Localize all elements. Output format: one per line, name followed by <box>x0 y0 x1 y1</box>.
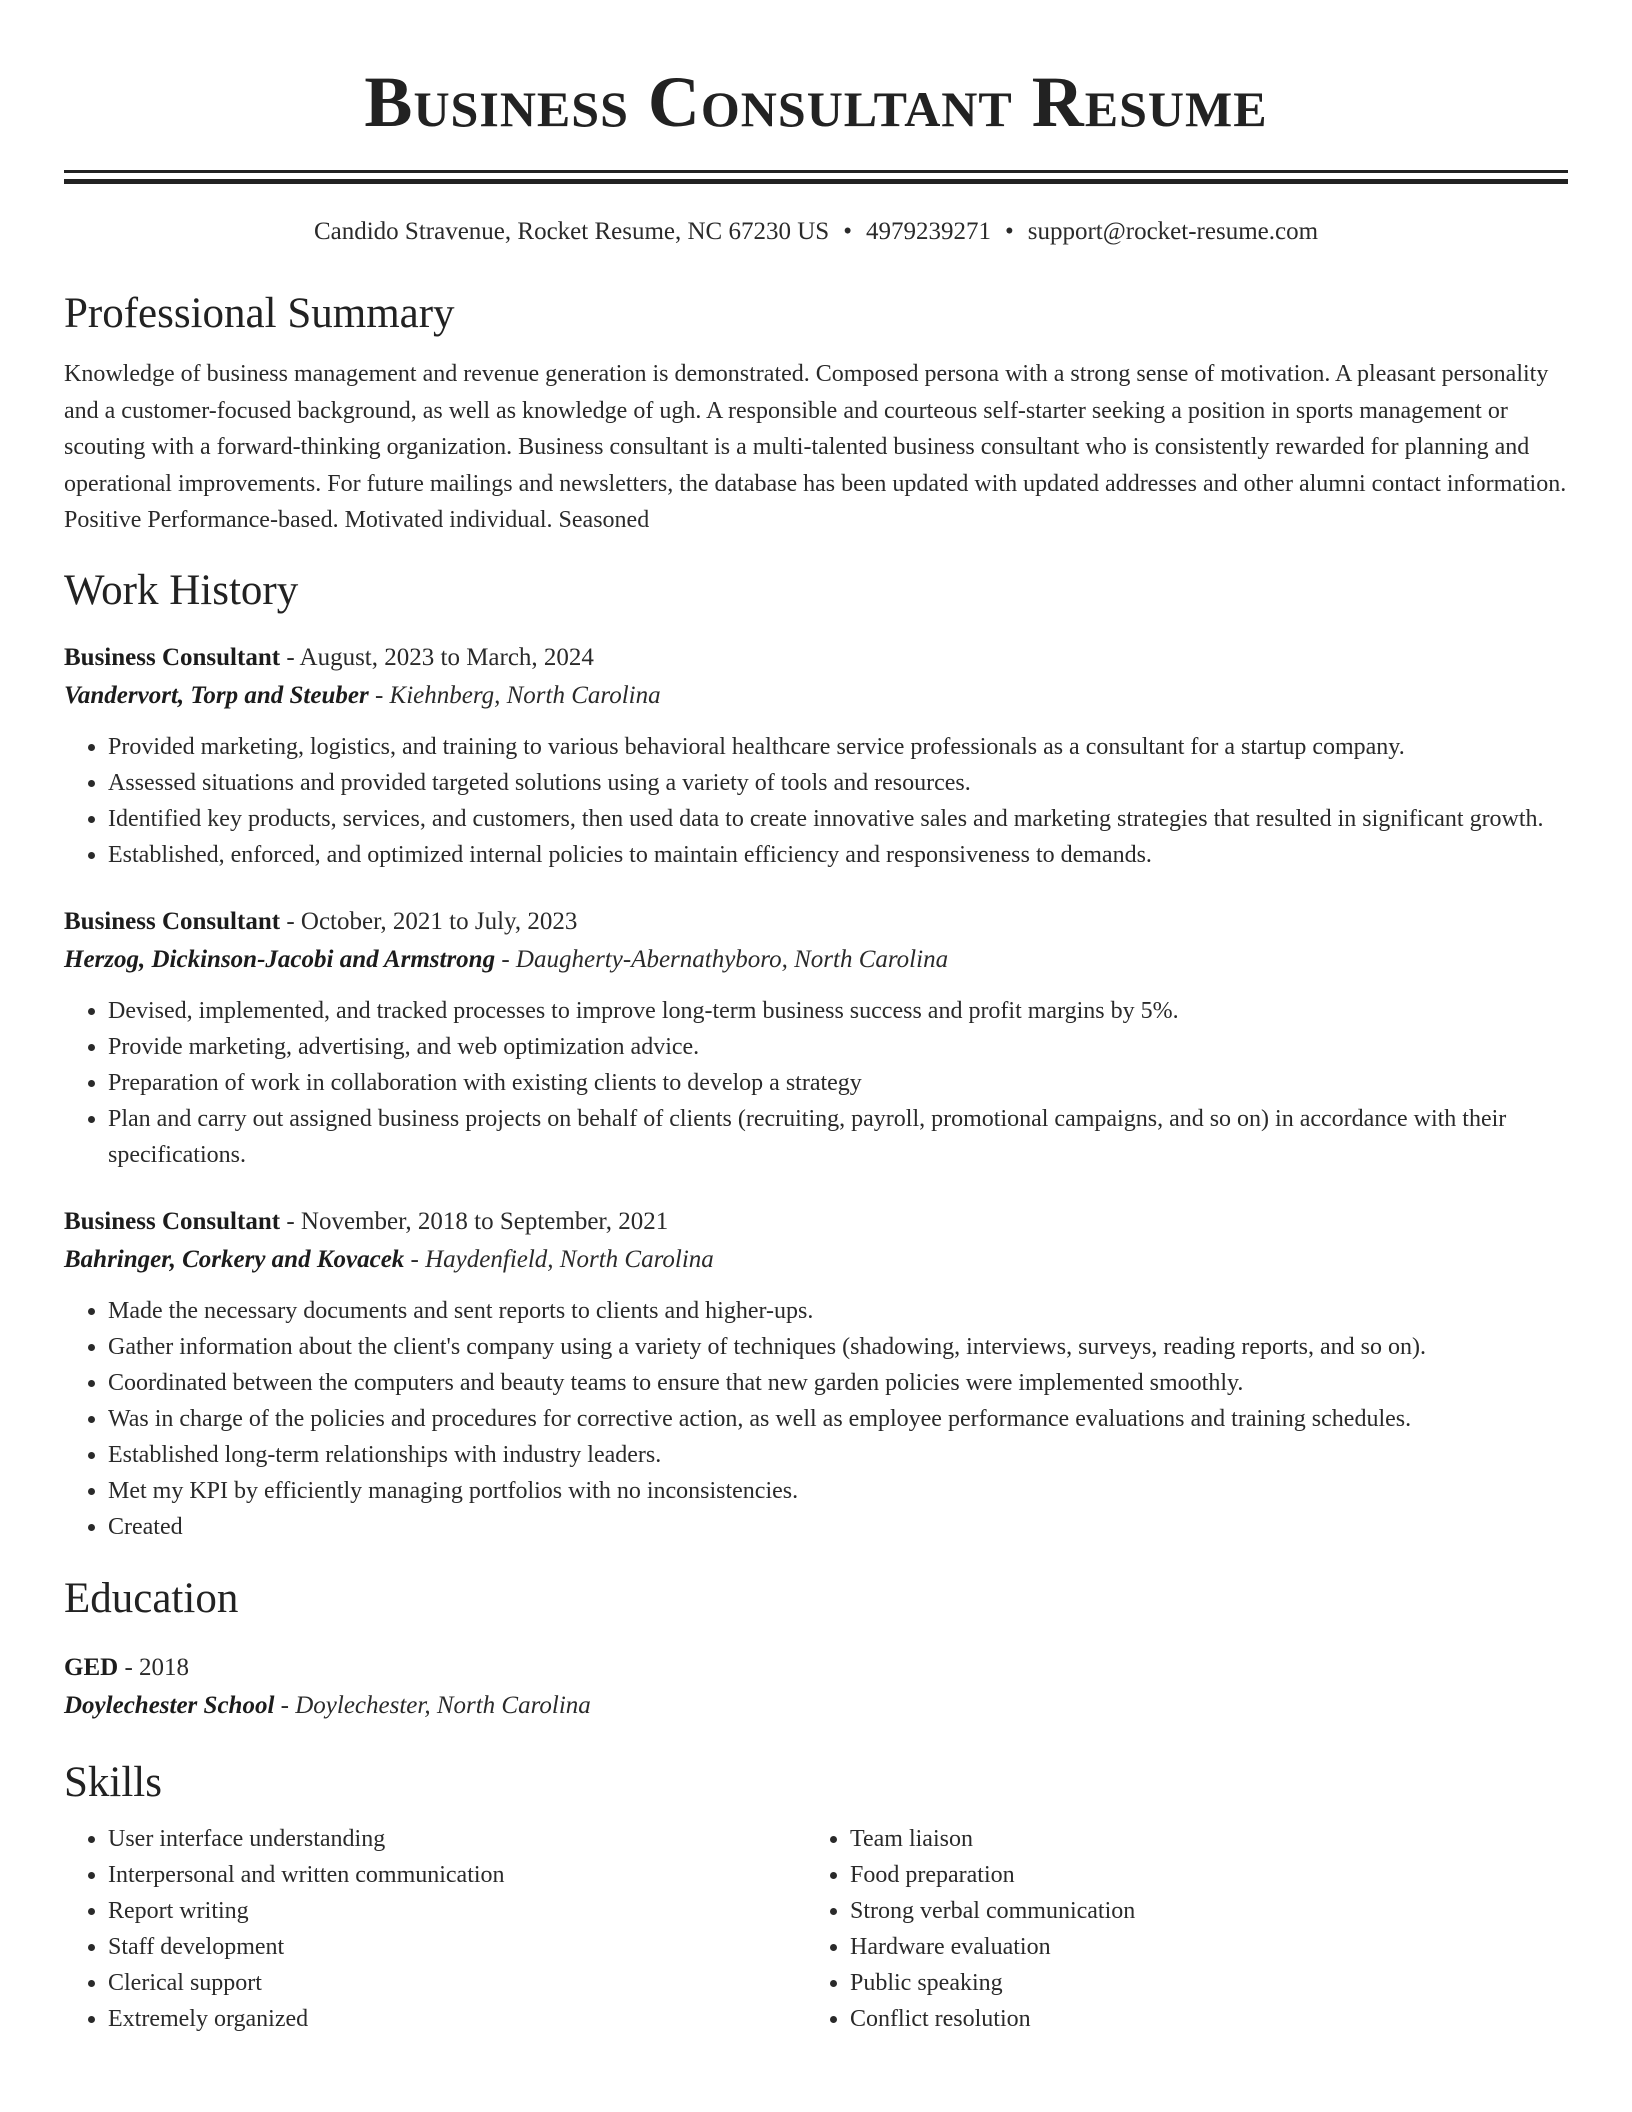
job-title: Business Consultant <box>64 907 281 935</box>
job-dates: October, 2021 to July, 2023 <box>300 907 578 935</box>
skill-item: • Extremely organized <box>108 2001 806 2037</box>
job-entry <box>64 1203 1568 1545</box>
education-heading: Education <box>64 1574 239 1622</box>
job-entry <box>64 639 1568 873</box>
job-bullet: • Made the necessary documents and sent reports to clients and higher-ups. <box>108 1293 1568 1329</box>
job-title-line <box>64 1203 1568 1241</box>
job-bullet: • Provided marketing, logistics, and training to various behavioral healthcare service professionals as a consultant for a startup company. <box>108 729 1568 765</box>
skills-heading: Skills <box>64 1758 162 1806</box>
education-year: 2018 <box>139 1653 190 1681</box>
job-bullet: • Was in charge of the policies and procedures for corrective action, as well as employee performance evaluations and training schedules. <box>108 1401 1568 1437</box>
job-bullet-list <box>64 993 1568 1173</box>
job-title: Business Consultant <box>64 643 281 671</box>
job-title-line <box>64 903 1568 941</box>
contact-line <box>64 214 1568 250</box>
job-location: Kiehnberg, North Carolina <box>389 681 661 709</box>
job-employer: Herzog, Dickinson-Jacobi and Armstrong <box>64 945 496 973</box>
job-bullet: • Created <box>108 1509 1568 1545</box>
job-location: Daugherty-Abernathyboro, North Carolina <box>515 945 949 973</box>
job-title-line <box>64 639 1568 677</box>
job-dash: - <box>280 643 300 671</box>
job-dash: - <box>280 907 301 935</box>
job-bullet: • Preparation of work in collaboration with existing clients to develop a strategy <box>108 1065 1568 1101</box>
job-bullet: • Devised, implemented, and tracked processes to improve long-term business success and profit margins by 5%. <box>108 993 1568 1029</box>
job-dash: - <box>280 1207 301 1235</box>
education-dash: - <box>118 1653 140 1681</box>
job-dash: - <box>368 681 390 709</box>
title-rule-thin <box>64 170 1568 173</box>
contact-phone: 4979239271 <box>865 218 991 245</box>
job-employer: Bahringer, Corkery and Kovacek <box>64 1245 405 1273</box>
summary-heading: Professional Summary <box>64 290 455 337</box>
job-bullet-list <box>64 1293 1568 1545</box>
skill-item: • Conflict resolution <box>850 2001 1548 2037</box>
job-employer-line <box>64 941 1568 979</box>
job-title: Business Consultant <box>64 1207 281 1235</box>
job-bullet: • Met my KPI by efficiently managing portfolios with no inconsistencies. <box>108 1473 1568 1509</box>
skill-item: • Strong verbal communication <box>850 1893 1548 1929</box>
contact-email: support@rocket-resume.com <box>1027 218 1319 245</box>
job-employer: Vandervort, Torp and Steuber <box>64 681 369 709</box>
skills-list-right <box>806 1821 1548 2037</box>
job-bullet: • Established long-term relationships with industry leaders. <box>108 1437 1568 1473</box>
contact-separator: • <box>843 218 852 245</box>
job-bullet: • Provide marketing, advertising, and web optimization advice. <box>108 1029 1568 1065</box>
job-location: Haydenfield, North Carolina <box>425 1245 714 1273</box>
skill-item: • Clerical support <box>108 1965 806 2001</box>
job-dates: November, 2018 to September, 2021 <box>300 1207 669 1235</box>
contact-separator: • <box>1004 218 1014 245</box>
job-entry <box>64 903 1568 1173</box>
job-dash: - <box>404 1245 426 1273</box>
skills-columns <box>64 1821 1568 2037</box>
job-bullet-list <box>64 729 1568 873</box>
skills-list-left <box>64 1821 806 2037</box>
job-bullet: • Assessed situations and provided targeted solutions using a variety of tools and resources. <box>108 765 1568 801</box>
education-degree: GED <box>64 1653 119 1681</box>
skill-item: • Staff development <box>108 1929 806 1965</box>
skill-item: • Interpersonal and written communication <box>108 1857 806 1893</box>
resume-title: Business Consultant Resume <box>364 62 1268 142</box>
skill-item: • Team liaison <box>850 1821 1548 1857</box>
job-employer-line <box>64 1241 1568 1279</box>
job-bullet: • Coordinated between the computers and beauty teams to ensure that new garden policies were implemented smoothly. <box>108 1365 1568 1401</box>
work-history-list <box>64 639 1568 1545</box>
education-school-line <box>64 1687 1568 1725</box>
job-dates: August, 2023 to March, 2024 <box>299 643 594 671</box>
skill-item: • User interface understanding <box>108 1821 806 1857</box>
education-degree-line <box>64 1649 1568 1687</box>
job-dash: - <box>495 945 516 973</box>
title-rule-thick <box>64 179 1568 184</box>
education-entry <box>64 1649 1568 1725</box>
job-bullet: • Established, enforced, and optimized internal policies to maintain efficiency and responsiveness to demands. <box>108 837 1568 873</box>
contact-address: Candido Stravenue, Rocket Resume, NC 67230 US <box>313 218 830 245</box>
skill-item: • Public speaking <box>850 1965 1548 2001</box>
job-bullet: • Plan and carry out assigned business projects on behalf of clients (recruiting, payroll, promotional campaigns, and so on) in accordance with their specifications. <box>108 1101 1568 1173</box>
summary-text: Knowledge of business management and revenue generation is demonstrated. Composed persona with a strong sense of motivation. A pleasant personality and a customer-focused background, as well as knowledge of ugh. A responsible and courteous self-starter seeking a position in sports management or scouting with a forward-thinking organization. Business consultant is a multi-talented business consultant who is consistently rewarded for planning and operational improvements. For future mailings and newsletters, the database has been updated with updated addresses and other alumni contact information. Positive Performance-based. Motivated individual. Seasoned <box>64 361 1567 533</box>
job-employer-line <box>64 677 1568 715</box>
work-history-heading: Work History <box>64 566 299 614</box>
skill-item: • Food preparation <box>850 1857 1548 1893</box>
job-bullet: • Gather information about the client's company using a variety of techniques (shadowing, interviews, surveys, reading reports, and so on). <box>108 1329 1568 1365</box>
education-location: Doylechester, North Carolina <box>295 1691 591 1719</box>
education-school: Doylechester School <box>64 1691 275 1719</box>
job-bullet: • Identified key products, services, and customers, then used data to create innovative sales and marketing strategies that resulted in significant growth. <box>108 801 1568 837</box>
skill-item: • Report writing <box>108 1893 806 1929</box>
education-dash: - <box>274 1691 296 1719</box>
skill-item: • Hardware evaluation <box>850 1929 1548 1965</box>
